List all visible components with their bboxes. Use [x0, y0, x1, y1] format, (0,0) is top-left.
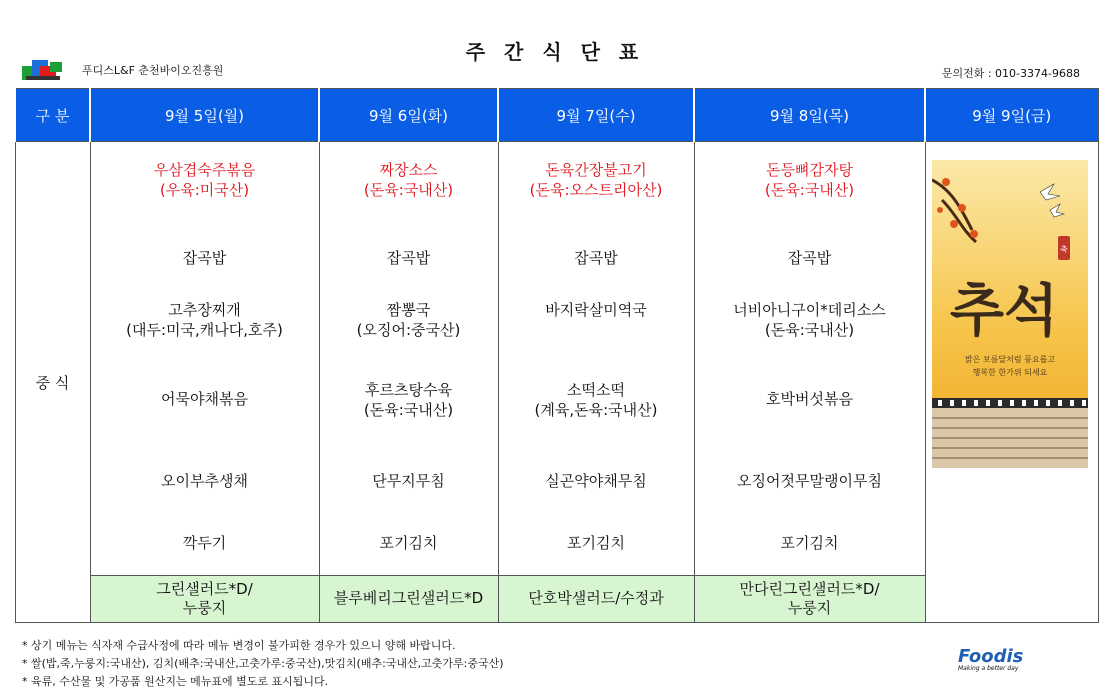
kimchi: 깍두기 [182, 534, 227, 552]
side-dish-2: 오징어젓무말랭이무침 [737, 472, 882, 490]
side-dish-origin: (돈육:국내산) [363, 401, 454, 419]
main-dish [499, 160, 694, 200]
menu-cell-fri [925, 142, 1098, 623]
main-dish [695, 160, 925, 200]
salad-mon [90, 575, 319, 622]
side-dish-2: 단무지무침 [372, 472, 445, 490]
main-dish-name: 돈등뼈감자탕 [766, 161, 853, 179]
header-row [15, 89, 1098, 142]
rice: 잡곡밥 [574, 249, 618, 267]
page-title: 주 간 식 단 표 [465, 40, 645, 64]
soup-origin: (오징어:중국산) [356, 321, 461, 339]
main-dish-origin: (우육:미국산) [159, 181, 250, 199]
main-dish-origin: (돈육:국내산) [363, 181, 454, 199]
lunch-row [15, 142, 1098, 576]
soup-name: 바지락살미역국 [545, 301, 647, 319]
salad-wed [498, 575, 694, 622]
main-dish-name: 돈육간장불고기 [545, 161, 647, 179]
chuseok-holiday-image [932, 160, 1088, 468]
day-header: 9월 5일(월) [90, 89, 319, 142]
brand-tagline: Making a better day [958, 665, 1019, 672]
side-dish-2: 실곤약야채무침 [545, 472, 647, 490]
salad-line: 만다린그린샐러드*D/ [739, 579, 880, 598]
main-dish-name: 우삼겹숙주볶음 [153, 161, 256, 179]
brand-name: Foodis [958, 646, 1024, 667]
main-dish-origin: (돈육:오스트리아산) [529, 181, 663, 199]
footnotes [22, 637, 504, 691]
main-dish [320, 160, 498, 200]
day-header: 9월 7일(수) [498, 89, 694, 142]
contact-phone: 문의전화 : 010-3374-9688 [941, 67, 1080, 80]
kimchi: 포기김치 [780, 534, 839, 552]
salad-line: 누룽지 [787, 598, 832, 617]
rice: 잡곡밥 [386, 249, 431, 267]
side-dish-name: 어묵야채볶음 [161, 390, 248, 408]
footnote: * 상기 메뉴는 식자재 수급사정에 따라 메뉴 변경이 불가피한 경우가 있으니 양해 바랍니다. [22, 639, 456, 652]
main-dish-name: 짜장소스 [379, 161, 438, 179]
corner-label: 구 분 [15, 89, 90, 142]
soup-origin: (돈육:국내산) [764, 321, 855, 339]
day-header: 9월 8일(목) [694, 89, 925, 142]
chuseok-illustration [932, 160, 1088, 468]
rice: 잡곡밥 [182, 249, 227, 267]
soup-name: 짬뽕국 [386, 301, 431, 319]
side-dish-name: 호박버섯볶음 [766, 390, 853, 408]
side-dish-origin: (계육,돈육:국내산) [534, 401, 658, 419]
salad-thu [694, 575, 925, 622]
salad-line: 블루베리그린샐러드*D [333, 589, 484, 608]
salad-tue [319, 575, 498, 622]
menu-cell-wed [498, 142, 694, 576]
chuseok-title: 추석 [949, 278, 1058, 344]
soup [499, 300, 694, 320]
footnote: * 쌀(밥,죽,누룽지:국내산), 김치(배추:국내산,고춧가루:중국산),맛김치(배추:국내산,고춧가루:중국산) [22, 657, 504, 670]
day-header: 9월 6일(화) [319, 89, 498, 142]
salad-line: 누룽지 [182, 598, 227, 617]
row-label: 중 식 [15, 142, 90, 623]
soup [695, 300, 925, 340]
rice: 잡곡밥 [787, 249, 832, 267]
side-dish-name: 후르츠탕수육 [365, 381, 452, 399]
day-header: 9월 9일(금) [925, 89, 1098, 142]
side-dish-1 [695, 389, 925, 409]
menu-cell-mon [90, 142, 319, 576]
menu-cell-tue [319, 142, 498, 576]
soup [91, 300, 319, 340]
soup [320, 300, 498, 340]
kimchi: 포기김치 [567, 534, 625, 552]
greeting-line-1: 밝은 보름달처럼 풍요롭고 [964, 355, 1055, 364]
company-logo [22, 58, 66, 82]
side-dish-1 [320, 380, 498, 420]
side-dish-1 [91, 389, 319, 409]
menu-cell-thu [694, 142, 925, 576]
footnote: * 육류, 수산물 및 가공품 원산지는 메뉴표에 별도로 표시됩니다. [22, 675, 329, 688]
side-dish-2: 오이부추생채 [161, 472, 248, 490]
side-dish-name: 소떡소떡 [567, 381, 625, 399]
main-dish-origin: (돈육:국내산) [764, 181, 855, 199]
soup-name: 너비아니구이*데리소스 [733, 301, 886, 319]
main-dish [91, 160, 319, 200]
kimchi: 포기김치 [379, 534, 438, 552]
greeting-line-2: 행복한 한가위 되세요 [972, 368, 1047, 377]
side-dish-1 [499, 380, 694, 420]
soup-name: 고추장찌개 [168, 301, 241, 319]
seal-text: 축 [1059, 245, 1068, 254]
soup-origin: (대두:미국,캐나다,호주) [126, 321, 283, 339]
foodis-logo [958, 646, 1038, 672]
weekly-menu-table [14, 88, 1099, 623]
company-name: 푸디스L&F 춘천바이오진흥원 [82, 64, 224, 77]
salad-line: 단호박샐러드/수정과 [528, 589, 664, 608]
salad-line: 그린샐러드*D/ [156, 579, 253, 598]
